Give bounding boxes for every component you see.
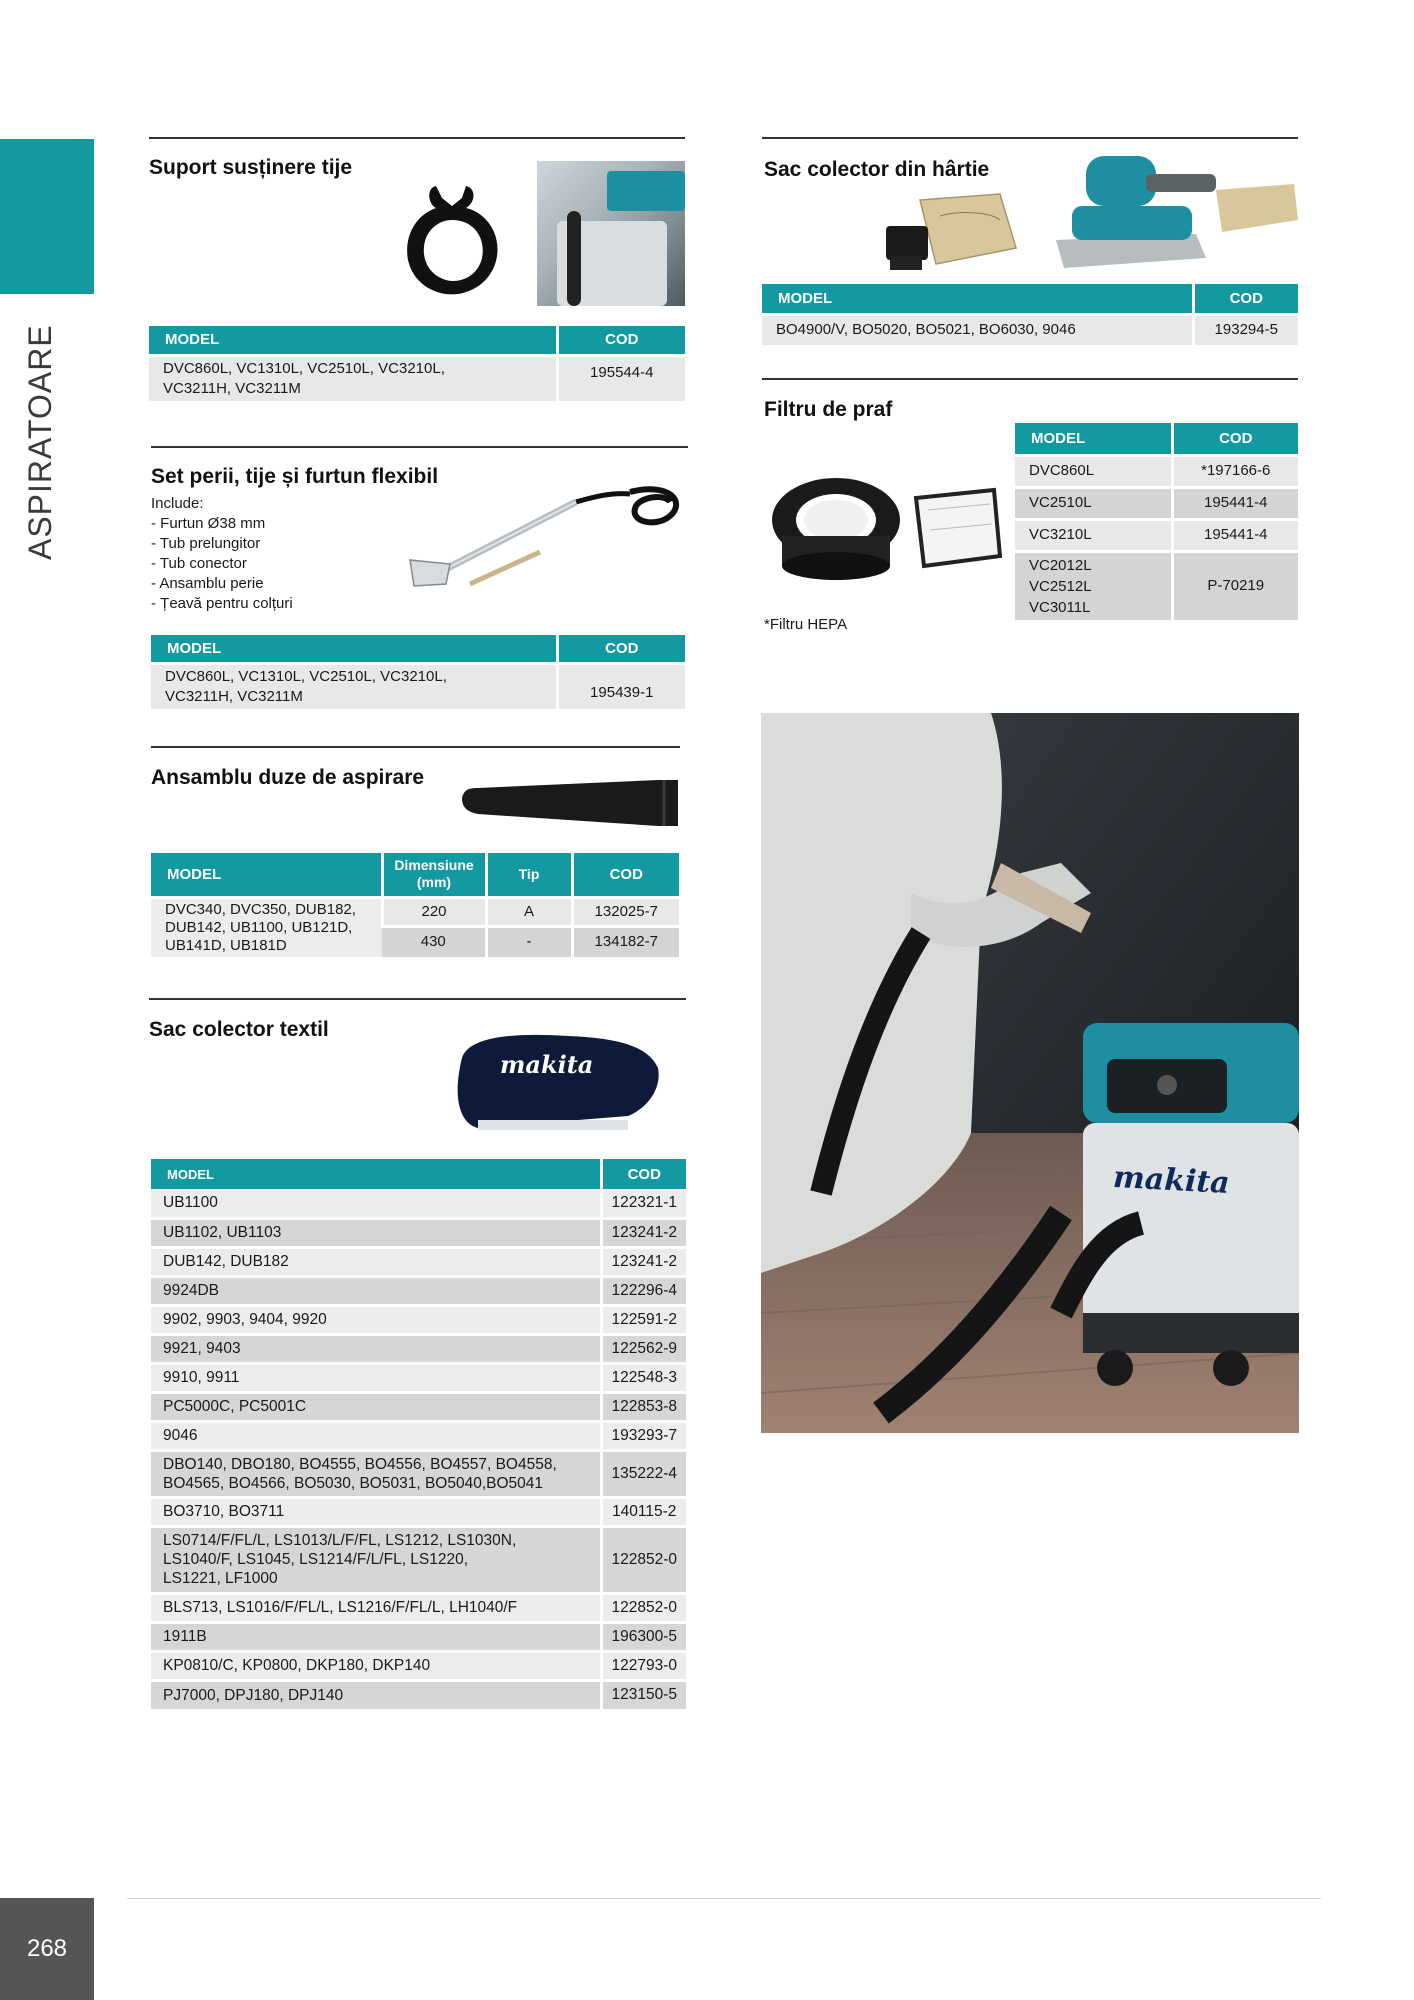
cell-cod: 122853-8 (601, 1392, 686, 1421)
cell-cod: 122548-3 (601, 1363, 686, 1392)
include-item: - Ansamblu perie (151, 575, 264, 592)
section-rule (149, 998, 686, 1000)
table-row (762, 314, 1298, 345)
table-row (151, 1651, 686, 1680)
table-row (151, 663, 685, 709)
vacuum-photo-thumbnail (537, 161, 685, 306)
cell-cod: 122562-9 (601, 1334, 686, 1363)
cell-model: LS0714/F/FL/L, LS1013/L/F/FL, LS1212, LS1030N, LS1040/F, LS1045, LS1214/F/L/FL, LS1220, LS1221, LF1000 (151, 1526, 601, 1593)
section-rule (151, 746, 680, 748)
cell-model: DVC860L (1015, 455, 1172, 487)
col-model: MODEL (1015, 423, 1172, 455)
cell-cod: 123241-2 (601, 1218, 686, 1247)
include-item: - Furtun Ø38 mm (151, 515, 266, 532)
hepa-footnote: *Filtru HEPA (764, 616, 848, 633)
cell-cod: 123150-5 (601, 1680, 686, 1709)
cell-cod: 122793-0 (601, 1651, 686, 1680)
section-rule (149, 137, 685, 139)
cell-model: VC2012L VC2512L VC3011L (1015, 551, 1172, 620)
cell-cod: 195441-4 (1172, 487, 1298, 519)
col-model: MODEL (151, 635, 557, 663)
paper-dust-bag-image (880, 186, 1020, 276)
cell-cod: 195439-1 (557, 663, 685, 709)
section-title-set-perii: Set perii, tije și furtun flexibil (151, 465, 439, 488)
cell-model: DVC860L, VC1310L, VC2510L, VC3210L, VC3211H, VC3211M (149, 355, 557, 401)
cell-cod: 122296-4 (601, 1276, 686, 1305)
includes-list (151, 494, 293, 614)
textile-dust-bag-image (448, 1028, 660, 1132)
table-set-perii (151, 635, 685, 709)
table-row (151, 1450, 686, 1497)
footer-rule (127, 1898, 1321, 1899)
table-row (149, 355, 685, 401)
table-sac-textil (151, 1159, 686, 1709)
cell-model: DBO140, DBO180, BO4555, BO4556, BO4557, BO4558, BO4565, BO4566, BO5030, BO5031, BO5040,BO5041 (151, 1450, 601, 1497)
cell-model: 9910, 9911 (151, 1363, 601, 1392)
cell-cod: 122852-0 (601, 1593, 686, 1622)
cell-model: 9921, 9403 (151, 1334, 601, 1363)
table-suport (149, 326, 685, 401)
col-model: MODEL (149, 326, 557, 355)
cell-model: 9902, 9903, 9404, 9920 (151, 1305, 601, 1334)
cell-cod: 134182-7 (572, 927, 679, 957)
table-row (151, 1247, 686, 1276)
table-row (1015, 487, 1298, 519)
cell-cod: 195441-4 (1172, 519, 1298, 551)
table-row (151, 1276, 686, 1305)
section-rule (151, 446, 688, 448)
col-dimensiune: Dimensiune (mm) (382, 853, 486, 897)
cell-model: BO4900/V, BO5020, BO5021, BO6030, 9046 (762, 314, 1193, 345)
cell-model: 9046 (151, 1421, 601, 1450)
cell-cod: 122852-0 (601, 1526, 686, 1593)
include-item: - Țeavă pentru colțuri (151, 595, 293, 612)
dust-filter-image (768, 470, 1004, 586)
table-row (151, 1622, 686, 1651)
cell-model: BLS713, LS1016/F/FL/L, LS1216/F/FL/L, LH1040/F (151, 1593, 601, 1622)
table-row (1015, 551, 1298, 620)
table-row (151, 1305, 686, 1334)
cell-model: VC2510L (1015, 487, 1172, 519)
cell-model: DVC860L, VC1310L, VC2510L, VC3210L, VC3211H, VC3211M (151, 663, 557, 709)
col-model: MODEL (762, 284, 1193, 314)
makita-logo: makita (500, 1050, 594, 1079)
section-rule (762, 137, 1298, 139)
page-number: 268 (0, 1898, 94, 2000)
col-model: MODEL (151, 1159, 601, 1189)
section-title-suport: Suport susținere tije (149, 156, 353, 179)
crevice-nozzle-image (458, 776, 680, 832)
cell-model: VC3210L (1015, 519, 1172, 551)
table-row (151, 1497, 686, 1526)
table-row (151, 897, 679, 927)
cell-model: PC5000C, PC5001C (151, 1392, 601, 1421)
table-row (151, 1680, 686, 1709)
cell-cod: 122591-2 (601, 1305, 686, 1334)
table-row (151, 1363, 686, 1392)
table-filtru (1015, 423, 1298, 620)
include-item: - Tub conector (151, 555, 247, 572)
table-row (151, 1189, 686, 1218)
cell-tip: A (486, 897, 572, 927)
cell-dimensiune: 220 (382, 897, 486, 927)
table-row (1015, 519, 1298, 551)
cell-cod: 196300-5 (601, 1622, 686, 1651)
cell-cod: *197166-6 (1172, 455, 1298, 487)
cell-cod: 132025-7 (572, 897, 679, 927)
table-row (1015, 455, 1298, 487)
section-side-label: ASPIRATOARE (22, 324, 58, 560)
cell-cod: 135222-4 (601, 1450, 686, 1497)
table-row (151, 1421, 686, 1450)
cell-model: DVC340, DVC350, DUB182, DUB142, UB1100, UB121D, UB141D, UB181D (151, 897, 382, 957)
cell-model: PJ7000, DPJ180, DPJ140 (151, 1680, 601, 1709)
cell-cod: 193293-7 (601, 1421, 686, 1450)
cell-cod: 140115-2 (601, 1497, 686, 1526)
col-cod: COD (557, 326, 685, 355)
vacuum-in-use-photo (761, 713, 1299, 1433)
section-rule (762, 378, 1298, 380)
cell-model: KP0810/C, KP0800, DKP180, DKP140 (151, 1651, 601, 1680)
cell-model: 1911B (151, 1622, 601, 1651)
brush-wand-hose-image (380, 472, 686, 600)
table-duze (151, 853, 679, 957)
col-tip: Tip (486, 853, 572, 897)
cell-cod: 193294-5 (1193, 314, 1298, 345)
clip-holder-image (396, 176, 508, 306)
cell-cod: 122321-1 (601, 1189, 686, 1218)
cell-model: BO3710, BO3711 (151, 1497, 601, 1526)
includes-title: Include: (151, 495, 204, 512)
cell-cod: 123241-2 (601, 1247, 686, 1276)
include-item: - Tub prelungitor (151, 535, 261, 552)
cell-model: UB1100 (151, 1189, 601, 1218)
section-title-duze: Ansamblu duze de aspirare (151, 766, 425, 789)
section-title-sac-hartie: Sac colector din hârtie (764, 158, 990, 181)
cell-tip: - (486, 927, 572, 957)
cell-dimensiune: 430 (382, 927, 486, 957)
table-row (151, 1334, 686, 1363)
col-cod: COD (557, 635, 685, 663)
cell-model: 9924DB (151, 1276, 601, 1305)
cell-cod: P-70219 (1172, 551, 1298, 620)
makita-logo: makita (1112, 1159, 1231, 1202)
cell-model: UB1102, UB1103 (151, 1218, 601, 1247)
col-cod: COD (1172, 423, 1298, 455)
col-cod: COD (601, 1159, 686, 1189)
cell-model: DUB142, DUB182 (151, 1247, 601, 1276)
section-title-sac-textil: Sac colector textil (149, 1018, 329, 1041)
col-cod: COD (1193, 284, 1298, 314)
table-row (151, 1526, 686, 1593)
table-row (151, 1218, 686, 1247)
col-model: MODEL (151, 853, 382, 897)
cell-cod: 195544-4 (557, 355, 685, 401)
table-sac-hartie (762, 284, 1298, 345)
orbital-sander-image (1046, 150, 1298, 278)
col-cod: COD (572, 853, 679, 897)
table-row (151, 1392, 686, 1421)
section-title-filtru: Filtru de praf (764, 398, 893, 421)
table-row (151, 1593, 686, 1622)
